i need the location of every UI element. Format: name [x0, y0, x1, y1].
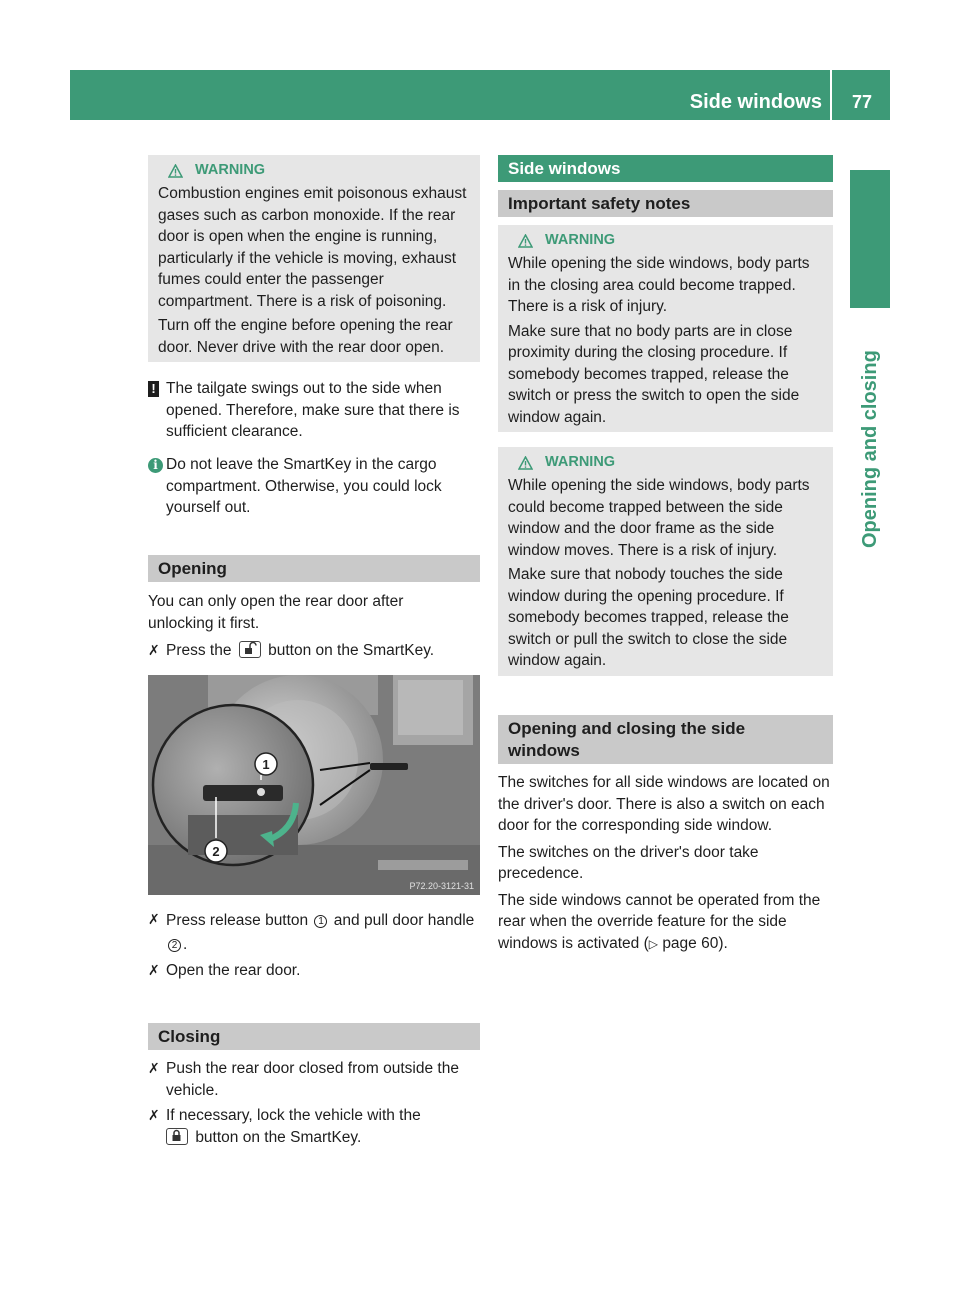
step-open-door — [148, 960, 482, 982]
rear-door-illustration — [148, 675, 480, 895]
warning-text: Turn off the engine before opening the rear door. Never drive with the rear door open. — [158, 317, 453, 356]
caution-note — [148, 378, 482, 443]
warning-text: Combustion engines emit poisonous exhaust gases such as carbon monoxide. If the rear door is open when the engine is running, particularly if the vehicle is moving, exhaust fumes could enter the passenger compartment. There is a risk of poisoning. — [158, 185, 467, 310]
caution-text: The tailgate swings out to the side when opened. Therefore, make sure that there is sufficient clearance. — [166, 380, 460, 440]
warning-label: WARNING — [195, 162, 266, 179]
body-paragraph: The switches for all side windows are located on the driver's door. There is also a switch on each door for the corresponding side window. — [498, 774, 830, 834]
warning-text: Make sure that no body parts are in close proximity during the closing procedure. If somebody becomes trapped, release the switch or press the switch to open the side window again. — [508, 322, 800, 426]
heading-closing — [148, 1023, 480, 1050]
step-arrow-icon: ✗ — [148, 1060, 160, 1076]
warning-label: WARNING — [545, 232, 616, 249]
warning-heading — [158, 161, 472, 181]
step-arrow-icon: ✗ — [148, 642, 160, 658]
heading-side-windows — [498, 155, 833, 182]
step-text: Push the rear door closed from outside the vehicle. — [166, 1060, 459, 1099]
heading-opening-text: Opening — [158, 558, 227, 578]
warning-box-closing — [498, 225, 833, 432]
warning-text: Make sure that nobody touches the side window during the opening procedure. If somebody becomes trapped, release the switch or pull the switch to close the side window again. — [508, 566, 789, 669]
step-arrow-icon: ✗ — [148, 962, 160, 978]
step-arrow-icon: ✗ — [148, 1107, 160, 1123]
step-text: button on the SmartKey. — [268, 642, 435, 659]
warning-label: WARNING — [545, 454, 616, 471]
step-text: and pull door handle — [333, 912, 475, 929]
warning-heading — [508, 453, 825, 473]
warning-box-opening — [498, 447, 833, 676]
heading-safety-notes — [498, 190, 833, 217]
body-paragraph: The switches on the driver's door take precedence. — [498, 843, 759, 882]
warning-box-exhaust — [148, 155, 480, 362]
warning-triangle-icon — [518, 234, 533, 248]
lock-button-icon — [166, 1128, 188, 1145]
figure-code: P72.20-3121-31 — [409, 881, 474, 891]
body-text: The side windows cannot be operated from the rear when the override feature for the side windows is activated ( — [498, 891, 821, 952]
callout-ref-2: 2 — [168, 939, 181, 952]
page-ref-arrow-icon: ▷ — [648, 936, 658, 951]
side-windows-body — [498, 772, 834, 960]
heading-opening-closing-windows-text: Opening and closing the side windows — [508, 718, 746, 760]
step-press-unlock — [148, 640, 482, 662]
body-text: ). — [718, 934, 728, 952]
unlock-button-icon — [239, 641, 261, 658]
header-divider — [830, 70, 832, 120]
rear-door-figure — [148, 675, 480, 895]
side-tab-label: Opening and closing — [859, 350, 881, 548]
step-arrow-icon: ✗ — [148, 911, 160, 927]
figure-callout-1: 1 — [262, 757, 270, 772]
caution-icon: ! — [148, 381, 159, 397]
opening-intro: You can only open the rear door after unlocking it first. — [148, 593, 404, 632]
step-text: Open the rear door. — [166, 962, 301, 979]
page-number: 77 — [851, 92, 872, 112]
step-push-closed — [148, 1058, 482, 1101]
warning-text: While opening the side windows, body parts in the closing area could become trapped. There is a risk of injury. — [508, 255, 810, 315]
warning-heading — [508, 231, 825, 251]
heading-closing-text: Closing — [158, 1026, 221, 1046]
info-text: Do not leave the SmartKey in the cargo compartment. Otherwise, you could lock yourself out. — [166, 456, 442, 516]
body-paragraph — [498, 890, 834, 956]
step-lock-vehicle — [148, 1105, 482, 1148]
figure-callout-2: 2 — [212, 844, 220, 859]
side-tab-block — [850, 170, 890, 308]
step-release-button — [148, 909, 482, 957]
warning-triangle-icon — [518, 456, 533, 470]
info-note — [148, 454, 482, 519]
step-text: button on the SmartKey. — [195, 1128, 362, 1146]
heading-side-windows-text: Side windows — [508, 158, 621, 178]
page-reference-link[interactable]: page 60 — [662, 934, 719, 952]
header-title: Side windows — [689, 91, 822, 113]
step-text: Press the — [166, 642, 232, 659]
heading-safety-notes-text: Important safety notes — [508, 193, 691, 213]
step-text: If necessary, lock the vehicle with the — [166, 1107, 421, 1124]
heading-opening-closing-windows — [498, 715, 833, 764]
warning-triangle-icon — [168, 164, 183, 178]
page-header — [70, 70, 890, 120]
callout-ref-1: 1 — [314, 915, 327, 928]
info-icon: i — [148, 458, 163, 473]
warning-text: While opening the side windows, body parts could become trapped between the side window and the door frame as the side window moves. There is a risk of injury. — [508, 477, 810, 559]
step-text: Press release button — [166, 912, 309, 929]
heading-opening — [148, 555, 480, 582]
step-text: . — [183, 936, 188, 953]
